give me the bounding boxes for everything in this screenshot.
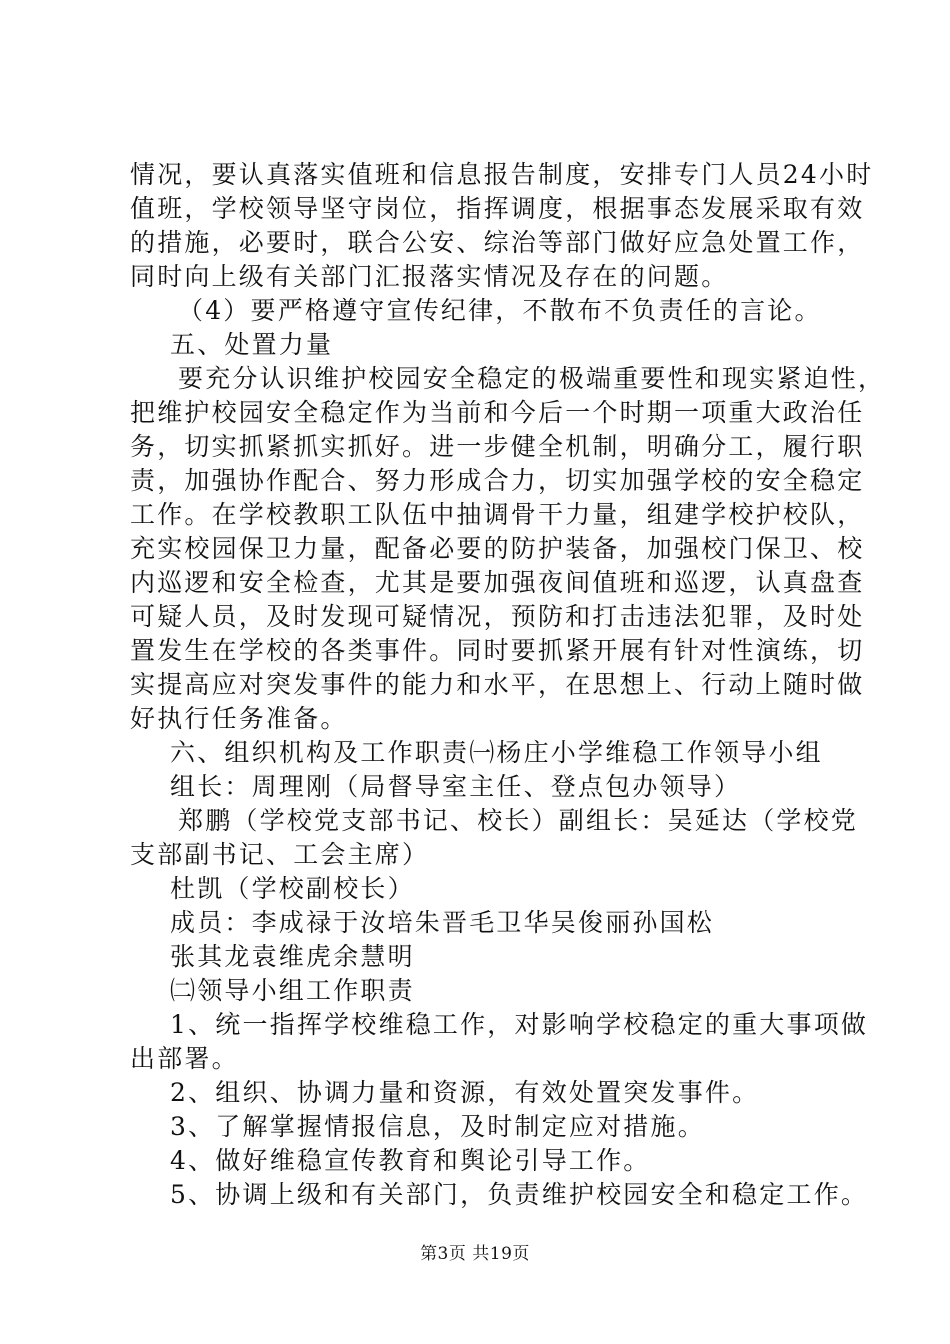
paragraph-line: 工作。在学校教职工队伍中抽调骨干力量，组建学校护校队， [130,500,865,529]
paragraph-line: 把维护校园安全稳定作为当前和今后一个时期一项重大政治任 [130,398,865,427]
paragraph-line: 责，加强协作配合、努力形成合力，切实加强学校的安全稳定 [130,466,865,495]
section-heading: ㈡领导小组工作职责 [170,976,415,1005]
paragraph-line: （4）要严格遵守宣传纪律，不散布不负责任的言论。 [178,296,822,325]
paragraph-line: 务，切实抓紧抓实抓好。进一步健全机制，明确分工，履行职 [130,432,865,461]
paragraph-line: 支部副书记、工会主席） [130,840,430,869]
paragraph-line: 成员：李成禄于汝培朱晋毛卫华吴俊丽孙国松 [170,908,715,937]
paragraph-line: 情况，要认真落实值班和信息报告制度，安排专门人员24小时 [130,160,874,189]
paragraph-line: 可疑人员，及时发现可疑情况，预防和打击违法犯罪，及时处 [130,602,865,631]
list-item: 1、统一指挥学校维稳工作，对影响学校稳定的重大事项做 [170,1010,869,1039]
paragraph-line: 同时向上级有关部门汇报落实情况及存在的问题。 [130,262,729,291]
list-item: 5、协调上级和有关部门，负责维护校园安全和稳定工作。 [170,1180,869,1209]
list-item: 2、组织、协调力量和资源，有效处置突发事件。 [170,1078,760,1107]
list-item: 4、做好维稳宣传教育和舆论引导工作。 [170,1146,651,1175]
paragraph-line: 置发生在学校的各类事件。同时要抓紧开展有针对性演练，切 [130,636,865,665]
list-item: 出部署。 [130,1044,239,1073]
list-item: 3、了解掌握情报信息，及时制定应对措施。 [170,1112,705,1141]
paragraph-line: 要充分认识维护校园安全稳定的极端重要性和现实紧迫性， [178,364,886,393]
paragraph-line: 实提高应对突发事件的能力和水平，在思想上、行动上随时做 [130,670,865,699]
paragraph-line: 杜凯（学校副校长） [170,874,415,903]
paragraph-line: 的措施，必要时，联合公安、综治等部门做好应急处置工作， [130,228,865,257]
paragraph-line: 值班，学校领导坚守岗位，指挥调度，根据事态发展采取有效 [130,194,865,223]
paragraph-line: 好执行任务准备。 [130,704,348,733]
paragraph-line: 内巡逻和安全检查，尤其是要加强夜间值班和巡逻，认真盘查 [130,568,865,597]
section-heading: 五、处置力量 [170,330,334,359]
page-number-footer: 第3页 共19页 [420,1244,530,1264]
paragraph-line: 组长：周理刚（局督导室主任、登点包办领导） [170,772,742,801]
section-heading: 六、组织机构及工作职责㈠杨庄小学维稳工作领导小组 [170,738,823,767]
paragraph-line: 张其龙袁维虎余慧明 [170,942,415,971]
paragraph-line: 郑鹏（学校党支部书记、校长）副组长：吴延达（学校党 [178,806,859,835]
paragraph-line: 充实校园保卫力量，配备必要的防护装备，加强校门保卫、校 [130,534,865,563]
